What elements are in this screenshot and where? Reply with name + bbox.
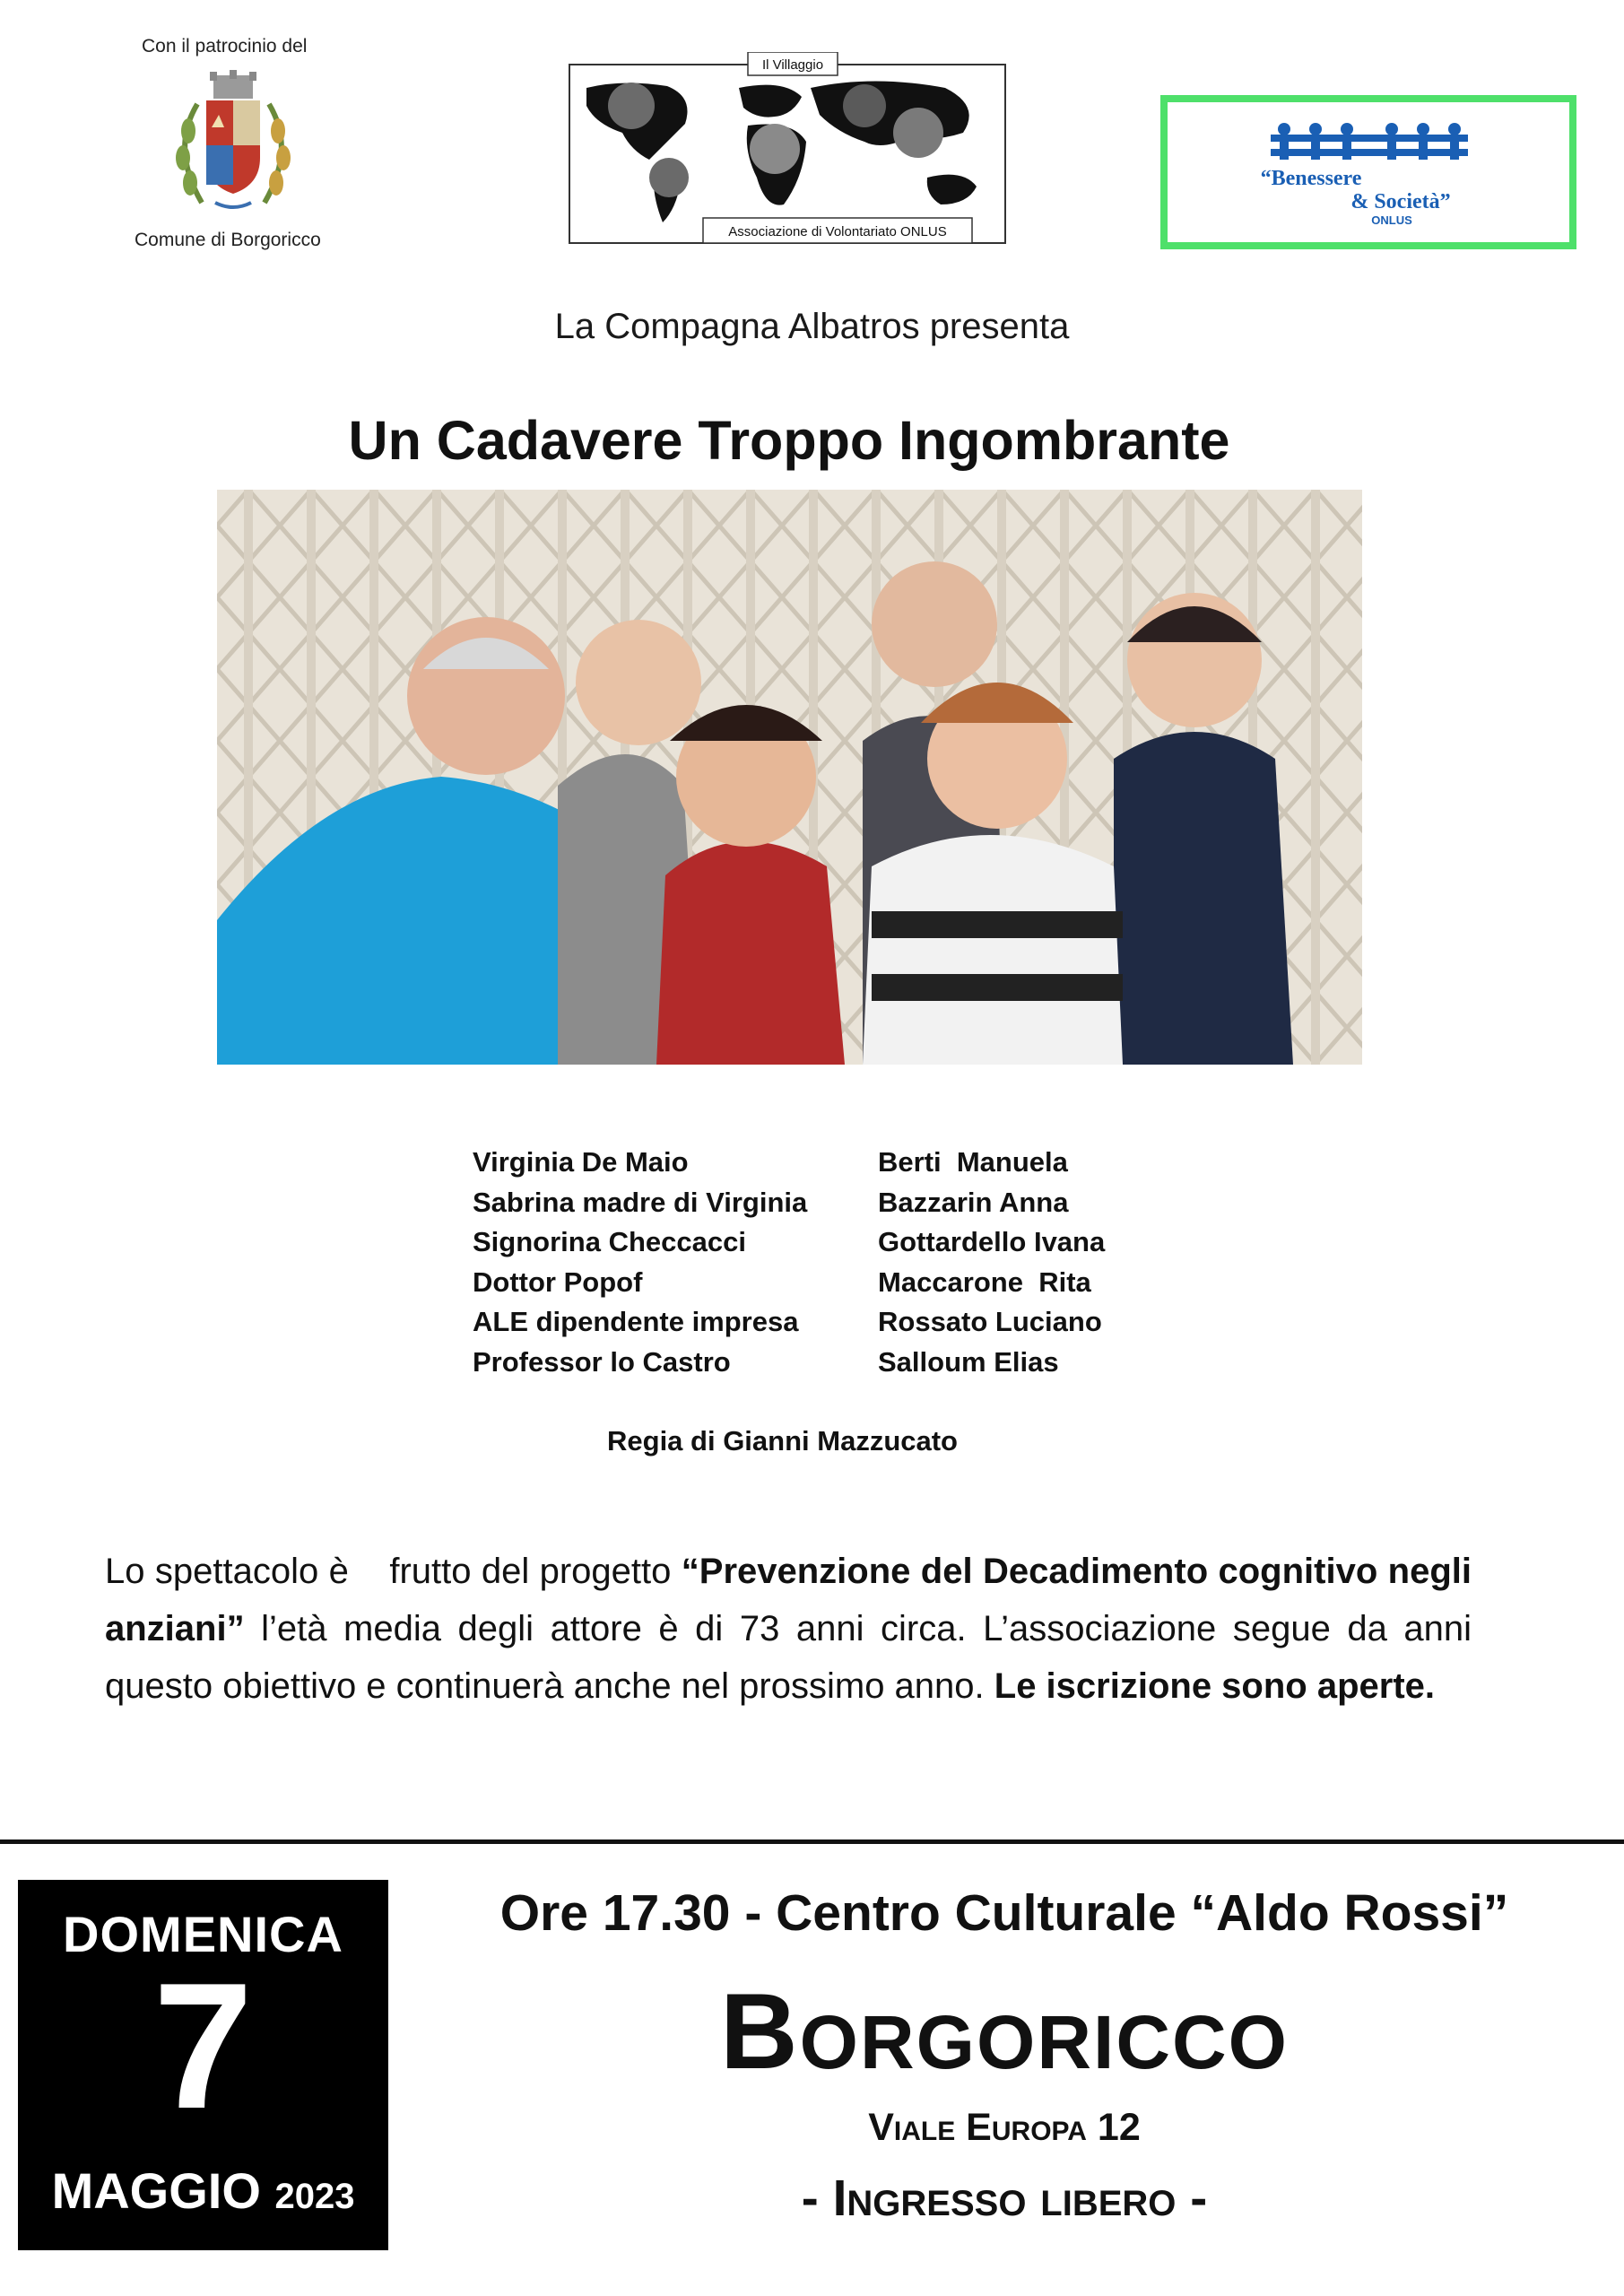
enrollment-open-note: Le iscrizione sono aperte.: [994, 1666, 1436, 1706]
cast-role: Professor lo Castro: [473, 1345, 731, 1378]
cast-role: ALE dipendente impresa: [473, 1306, 799, 1338]
cast-actor: Berti Manuela: [878, 1146, 1068, 1178]
cast-role: Virginia De Maio: [473, 1146, 689, 1178]
onlus-top-tag: ONLUS: [1356, 141, 1381, 149]
cast-actor: Salloum Elias: [878, 1345, 1059, 1378]
benessere-line1: “Benessere: [1260, 167, 1362, 190]
cast-actor: Maccarone Rita: [878, 1265, 1091, 1298]
description-text: l’età media degli attore è di 73 anni circa. L’associazione segue da anni questo obiettivo e continuerà anche nel prossimo anno.: [105, 1609, 1472, 1706]
il-villaggio-logo: [569, 52, 1006, 244]
municipality-caption: Comune di Borgoricco: [135, 230, 321, 250]
month: MAGGIO: [51, 2162, 261, 2219]
day-number: 7: [152, 1946, 254, 2146]
cast-group-photo: [217, 490, 1362, 1065]
face-photo: [750, 124, 800, 174]
cast-role: Signorina Checcacci: [473, 1226, 746, 1258]
day-name: DOMENICA: [63, 1906, 343, 1962]
event-city: Borgoricco: [720, 1971, 1289, 2092]
patronage-caption: Con il patrocinio del: [142, 36, 308, 57]
village-logo-title: Il Villaggio: [761, 57, 824, 73]
benessere-line2: & Società”: [1350, 190, 1451, 213]
cast-role: Sabrina madre di Virginia: [473, 1186, 808, 1218]
year: 2023: [274, 2177, 355, 2216]
village-logo-subtitle: Associazione di Volontariato ONLUS: [728, 224, 947, 239]
cast-roles-column: [473, 1143, 807, 1383]
show-title: Un Cadavere Troppo Ingombrante: [348, 410, 1230, 471]
cast-actors-column: [878, 1143, 1105, 1383]
face-photo: [843, 84, 886, 127]
benessere-onlus-tag: ONLUS: [1371, 213, 1412, 227]
cast-actor: Bazzarin Anna: [878, 1186, 1069, 1218]
month-year: [18, 2161, 388, 2220]
project-description: [105, 1543, 1472, 1715]
event-date-box: [18, 1880, 388, 2250]
event-address: Viale Europa 12: [868, 2106, 1141, 2149]
project-name: “Prevenzione del Decadimento cognitivo negli anziani”: [105, 1552, 1472, 1648]
face-photo: [608, 83, 655, 129]
event-time-venue: Ore 17.30 - Centro Culturale “Aldo Rossi”: [499, 1884, 1509, 1942]
free-entry-note: - Ingresso libero -: [801, 2170, 1208, 2227]
director-credit: Regia di Gianni Mazzucato: [607, 1425, 958, 1457]
cast-actor: Gottardello Ivana: [878, 1226, 1106, 1258]
face-photo: [893, 108, 943, 158]
cast-actor: Rossato Luciano: [878, 1306, 1102, 1338]
cast-role: Dottor Popof: [473, 1265, 643, 1298]
presenter-line: La Compagna Albatros presenta: [554, 307, 1070, 346]
divider: [0, 1839, 1624, 1844]
description-text: Lo spettacolo è frutto del progetto: [105, 1552, 682, 1591]
face-photo: [649, 158, 689, 197]
borgoricco-crest-logo: [161, 68, 305, 221]
benessere-societa-logo: [1160, 95, 1576, 249]
